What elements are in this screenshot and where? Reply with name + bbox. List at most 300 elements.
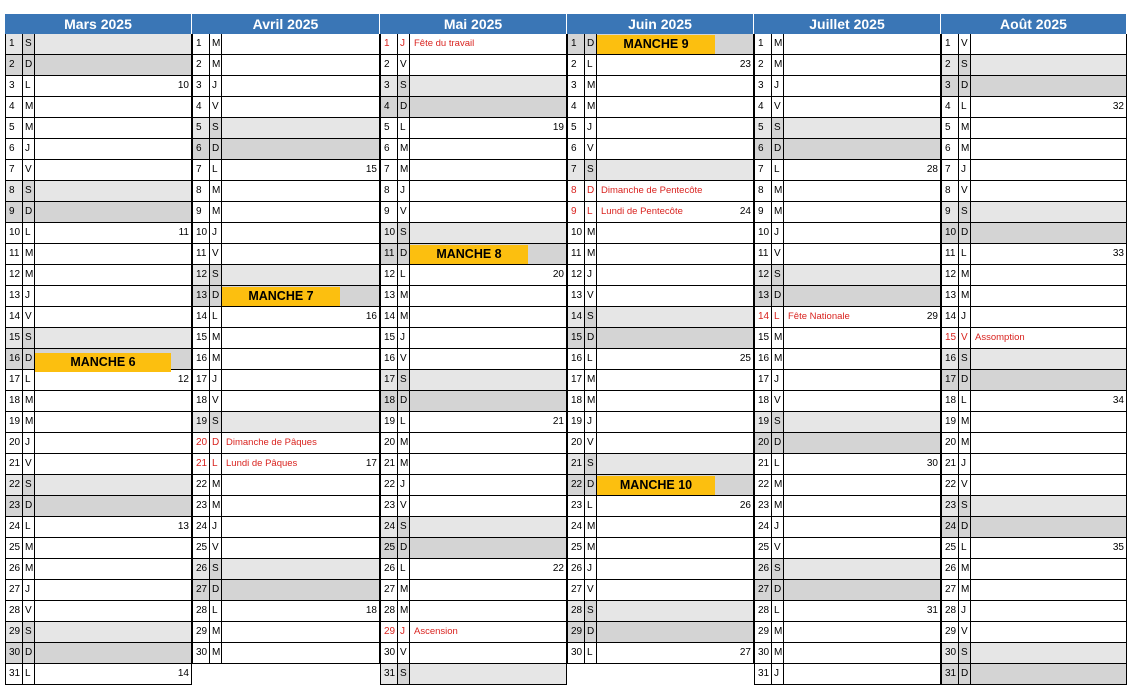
day-letter: S <box>209 118 221 139</box>
day-row <box>941 286 1127 307</box>
day-number: 5 <box>380 118 397 139</box>
day-note <box>221 55 380 76</box>
day-note <box>34 118 192 139</box>
day-note <box>596 517 754 538</box>
day-letter: J <box>771 223 783 244</box>
day-number: 11 <box>5 244 22 265</box>
day-number: 24 <box>754 517 771 538</box>
month-column <box>941 14 1127 685</box>
day-letter: J <box>958 160 970 181</box>
day-note <box>409 181 567 202</box>
day-number: 4 <box>192 97 209 118</box>
day-letter: V <box>958 181 970 202</box>
day-note <box>409 496 567 517</box>
day-row <box>380 223 567 244</box>
day-number: 4 <box>380 97 397 118</box>
day-letter: J <box>397 475 409 496</box>
day-number: 1 <box>380 34 397 55</box>
day-row <box>567 454 754 475</box>
day-row <box>192 559 380 580</box>
day-letter: M <box>958 118 970 139</box>
day-note <box>596 349 754 370</box>
day-row <box>754 643 941 664</box>
day-row <box>754 349 941 370</box>
day-letter: D <box>397 538 409 559</box>
day-row <box>567 601 754 622</box>
day-note <box>221 118 380 139</box>
day-number: 4 <box>5 97 22 118</box>
day-row <box>754 76 941 97</box>
day-note <box>34 433 192 454</box>
day-note <box>34 580 192 601</box>
day-note <box>970 55 1127 76</box>
day-note <box>970 517 1127 538</box>
day-letter: L <box>584 202 596 223</box>
day-letter: S <box>397 664 409 685</box>
month-column <box>192 14 380 664</box>
day-number: 18 <box>192 391 209 412</box>
day-row <box>5 244 192 265</box>
day-number: 20 <box>380 433 397 454</box>
holiday-label: Ascension <box>414 626 458 637</box>
day-row <box>192 580 380 601</box>
day-row <box>5 139 192 160</box>
day-row <box>941 328 1127 349</box>
day-note <box>783 139 941 160</box>
day-number: 7 <box>192 160 209 181</box>
day-row <box>380 118 567 139</box>
day-row <box>754 55 941 76</box>
day-letter: M <box>209 475 221 496</box>
day-letter: V <box>771 538 783 559</box>
day-letter: M <box>771 496 783 517</box>
day-note <box>221 538 380 559</box>
day-letter: L <box>22 517 34 538</box>
day-note <box>970 496 1127 517</box>
day-row <box>941 265 1127 286</box>
day-note <box>970 643 1127 664</box>
week-number: 16 <box>365 311 377 322</box>
day-note <box>409 265 567 286</box>
day-row <box>754 307 941 328</box>
day-note <box>221 244 380 265</box>
day-letter: J <box>22 433 34 454</box>
day-number: 24 <box>380 517 397 538</box>
day-letter: S <box>771 559 783 580</box>
day-letter: S <box>22 475 34 496</box>
day-number: 21 <box>5 454 22 475</box>
day-number: 30 <box>5 643 22 664</box>
day-row <box>754 517 941 538</box>
day-number: 1 <box>5 34 22 55</box>
day-note <box>221 475 380 496</box>
day-note <box>221 580 380 601</box>
day-letter: L <box>22 223 34 244</box>
week-number: 27 <box>739 647 751 658</box>
day-number: 17 <box>754 370 771 391</box>
day-number: 13 <box>380 286 397 307</box>
day-letter: D <box>584 181 596 202</box>
day-letter: L <box>771 601 783 622</box>
day-letter: D <box>958 517 970 538</box>
day-row <box>192 454 380 475</box>
day-letter: V <box>397 55 409 76</box>
day-number: 27 <box>5 580 22 601</box>
day-row <box>567 223 754 244</box>
day-note <box>970 454 1127 475</box>
day-number: 26 <box>5 559 22 580</box>
day-row <box>754 139 941 160</box>
day-number: 12 <box>380 265 397 286</box>
day-number: 8 <box>754 181 771 202</box>
day-number: 16 <box>192 349 209 370</box>
day-note <box>221 307 380 328</box>
day-row <box>5 433 192 454</box>
day-number: 23 <box>941 496 958 517</box>
day-letter: V <box>584 580 596 601</box>
day-note <box>409 76 567 97</box>
day-number: 12 <box>754 265 771 286</box>
day-row <box>192 370 380 391</box>
day-number: 26 <box>941 559 958 580</box>
day-note <box>596 601 754 622</box>
day-note <box>221 349 380 370</box>
day-note <box>409 517 567 538</box>
day-row <box>192 328 380 349</box>
day-row <box>754 160 941 181</box>
day-number: 29 <box>567 622 584 643</box>
day-number: 1 <box>941 34 958 55</box>
day-number: 30 <box>380 643 397 664</box>
day-letter: L <box>584 55 596 76</box>
day-number: 31 <box>5 664 22 685</box>
day-number: 9 <box>754 202 771 223</box>
day-note <box>221 160 380 181</box>
day-note <box>970 244 1127 265</box>
day-letter: D <box>397 391 409 412</box>
day-letter: S <box>584 601 596 622</box>
day-number: 20 <box>192 433 209 454</box>
day-number: 7 <box>567 160 584 181</box>
day-note <box>783 517 941 538</box>
day-row <box>567 139 754 160</box>
day-number: 4 <box>567 97 584 118</box>
day-row <box>754 580 941 601</box>
day-letter: S <box>22 34 34 55</box>
day-note <box>970 433 1127 454</box>
day-row <box>380 244 567 265</box>
day-number: 20 <box>567 433 584 454</box>
day-number: 13 <box>754 286 771 307</box>
day-note <box>409 475 567 496</box>
day-row <box>5 601 192 622</box>
day-note <box>596 622 754 643</box>
day-row <box>380 181 567 202</box>
day-note <box>970 76 1127 97</box>
day-number: 3 <box>5 76 22 97</box>
day-number: 19 <box>5 412 22 433</box>
day-letter: L <box>397 118 409 139</box>
day-row <box>192 265 380 286</box>
day-row <box>754 412 941 433</box>
day-row <box>5 370 192 391</box>
day-letter: M <box>771 181 783 202</box>
day-row <box>941 97 1127 118</box>
day-letter: V <box>209 538 221 559</box>
day-row <box>5 265 192 286</box>
day-note <box>783 370 941 391</box>
day-note <box>596 496 754 517</box>
day-note <box>970 412 1127 433</box>
day-letter: S <box>397 370 409 391</box>
day-number: 8 <box>192 181 209 202</box>
day-note <box>970 223 1127 244</box>
day-letter: M <box>209 181 221 202</box>
day-row <box>754 244 941 265</box>
day-note <box>409 223 567 244</box>
day-row <box>192 412 380 433</box>
day-number: 28 <box>567 601 584 622</box>
day-row <box>567 580 754 601</box>
day-row <box>380 307 567 328</box>
day-row <box>5 496 192 517</box>
day-number: 10 <box>754 223 771 244</box>
week-number: 14 <box>177 668 189 679</box>
day-number: 12 <box>941 265 958 286</box>
day-letter: V <box>958 328 970 349</box>
day-note <box>34 328 192 349</box>
day-letter: S <box>22 181 34 202</box>
day-note <box>783 349 941 370</box>
day-number: 14 <box>380 307 397 328</box>
day-letter: S <box>22 328 34 349</box>
day-letter: D <box>958 370 970 391</box>
day-letter: L <box>584 496 596 517</box>
day-note <box>783 244 941 265</box>
day-letter: J <box>958 454 970 475</box>
day-number: 2 <box>192 55 209 76</box>
day-number: 23 <box>754 496 771 517</box>
day-letter: V <box>584 286 596 307</box>
manche-badge: MANCHE 7 <box>222 287 340 306</box>
day-note <box>409 286 567 307</box>
day-row <box>567 202 754 223</box>
holiday-label: Lundi de Pentecôte <box>601 206 683 217</box>
week-number: 13 <box>177 521 189 532</box>
day-row <box>192 139 380 160</box>
day-note <box>409 454 567 475</box>
day-number: 31 <box>941 664 958 685</box>
day-note <box>596 118 754 139</box>
day-letter: J <box>584 412 596 433</box>
day-row <box>192 160 380 181</box>
day-number: 31 <box>754 664 771 685</box>
day-note <box>34 454 192 475</box>
day-number: 5 <box>567 118 584 139</box>
day-number: 14 <box>5 307 22 328</box>
day-letter: S <box>397 76 409 97</box>
day-note <box>596 538 754 559</box>
manche-badge: MANCHE 8 <box>410 245 528 264</box>
day-letter: S <box>209 559 221 580</box>
day-row <box>754 664 941 685</box>
day-note <box>221 496 380 517</box>
day-letter: V <box>958 34 970 55</box>
day-note <box>221 34 380 55</box>
day-note <box>596 76 754 97</box>
day-number: 13 <box>5 286 22 307</box>
day-note <box>221 601 380 622</box>
day-row <box>5 664 192 685</box>
day-letter: D <box>771 580 783 601</box>
day-note <box>783 580 941 601</box>
day-number: 28 <box>754 601 771 622</box>
day-number: 28 <box>941 601 958 622</box>
day-number: 14 <box>754 307 771 328</box>
day-note <box>783 97 941 118</box>
day-row <box>5 181 192 202</box>
day-note <box>409 664 567 685</box>
day-row <box>754 559 941 580</box>
day-note <box>34 160 192 181</box>
week-number: 11 <box>178 227 189 238</box>
day-letter: D <box>958 76 970 97</box>
day-letter: M <box>22 391 34 412</box>
day-letter: M <box>22 559 34 580</box>
day-note <box>34 538 192 559</box>
day-note <box>783 181 941 202</box>
day-letter: M <box>771 475 783 496</box>
day-note <box>596 160 754 181</box>
day-note <box>970 97 1127 118</box>
day-row <box>754 370 941 391</box>
day-number: 24 <box>192 517 209 538</box>
day-row <box>941 76 1127 97</box>
day-letter: M <box>771 349 783 370</box>
day-note <box>596 97 754 118</box>
day-letter: L <box>958 97 970 118</box>
day-note <box>596 307 754 328</box>
day-number: 6 <box>754 139 771 160</box>
day-number: 27 <box>754 580 771 601</box>
day-letter: L <box>22 664 34 685</box>
day-letter: V <box>397 202 409 223</box>
day-letter: D <box>584 328 596 349</box>
day-note <box>409 118 567 139</box>
day-row <box>380 475 567 496</box>
day-note <box>221 391 380 412</box>
day-note <box>783 475 941 496</box>
holiday-label: Fête du travail <box>414 38 475 49</box>
day-number: 17 <box>567 370 584 391</box>
day-letter: S <box>958 55 970 76</box>
day-letter: S <box>209 265 221 286</box>
day-note <box>34 601 192 622</box>
day-number: 23 <box>192 496 209 517</box>
day-note <box>783 286 941 307</box>
day-note <box>221 139 380 160</box>
manche-badge: MANCHE 6 <box>35 353 171 372</box>
day-row <box>754 223 941 244</box>
day-row <box>567 97 754 118</box>
day-note <box>34 664 192 685</box>
day-note <box>221 265 380 286</box>
day-row <box>567 475 754 496</box>
day-letter: M <box>958 559 970 580</box>
day-letter: M <box>771 328 783 349</box>
day-letter: S <box>958 202 970 223</box>
day-note <box>34 97 192 118</box>
day-letter: M <box>397 601 409 622</box>
day-row <box>380 76 567 97</box>
day-note <box>783 622 941 643</box>
week-number: 33 <box>1112 248 1124 259</box>
day-note <box>221 328 380 349</box>
day-number: 9 <box>380 202 397 223</box>
day-letter: D <box>771 433 783 454</box>
day-letter: S <box>771 118 783 139</box>
day-letter: M <box>209 349 221 370</box>
day-row <box>192 118 380 139</box>
day-number: 15 <box>941 328 958 349</box>
day-number: 18 <box>380 391 397 412</box>
day-number: 18 <box>5 391 22 412</box>
day-row <box>5 55 192 76</box>
day-letter: D <box>209 286 221 307</box>
day-row <box>941 223 1127 244</box>
day-note <box>409 55 567 76</box>
day-row <box>5 202 192 223</box>
day-row <box>567 34 754 55</box>
day-row <box>941 202 1127 223</box>
day-note <box>970 286 1127 307</box>
day-note <box>596 559 754 580</box>
day-letter: M <box>771 34 783 55</box>
day-note <box>34 412 192 433</box>
day-note <box>783 223 941 244</box>
week-number: 12 <box>177 374 189 385</box>
day-letter: J <box>771 517 783 538</box>
day-letter: L <box>584 643 596 664</box>
day-row <box>380 265 567 286</box>
day-note <box>34 475 192 496</box>
day-letter: M <box>958 265 970 286</box>
day-number: 29 <box>5 622 22 643</box>
day-letter: D <box>958 664 970 685</box>
day-row <box>941 118 1127 139</box>
day-letter: V <box>22 601 34 622</box>
day-number: 7 <box>941 160 958 181</box>
day-row <box>754 538 941 559</box>
day-row <box>192 433 380 454</box>
day-letter: J <box>584 559 596 580</box>
day-number: 22 <box>941 475 958 496</box>
day-letter: S <box>397 517 409 538</box>
day-letter: J <box>584 118 596 139</box>
day-note <box>221 433 380 454</box>
day-note <box>409 412 567 433</box>
day-number: 30 <box>941 643 958 664</box>
day-row <box>380 55 567 76</box>
day-row <box>192 349 380 370</box>
day-note <box>596 643 754 664</box>
day-note <box>34 34 192 55</box>
day-row <box>941 496 1127 517</box>
holiday-label: Dimanche de Pâques <box>226 437 317 448</box>
day-letter: V <box>584 433 596 454</box>
day-note <box>783 76 941 97</box>
day-note <box>783 643 941 664</box>
